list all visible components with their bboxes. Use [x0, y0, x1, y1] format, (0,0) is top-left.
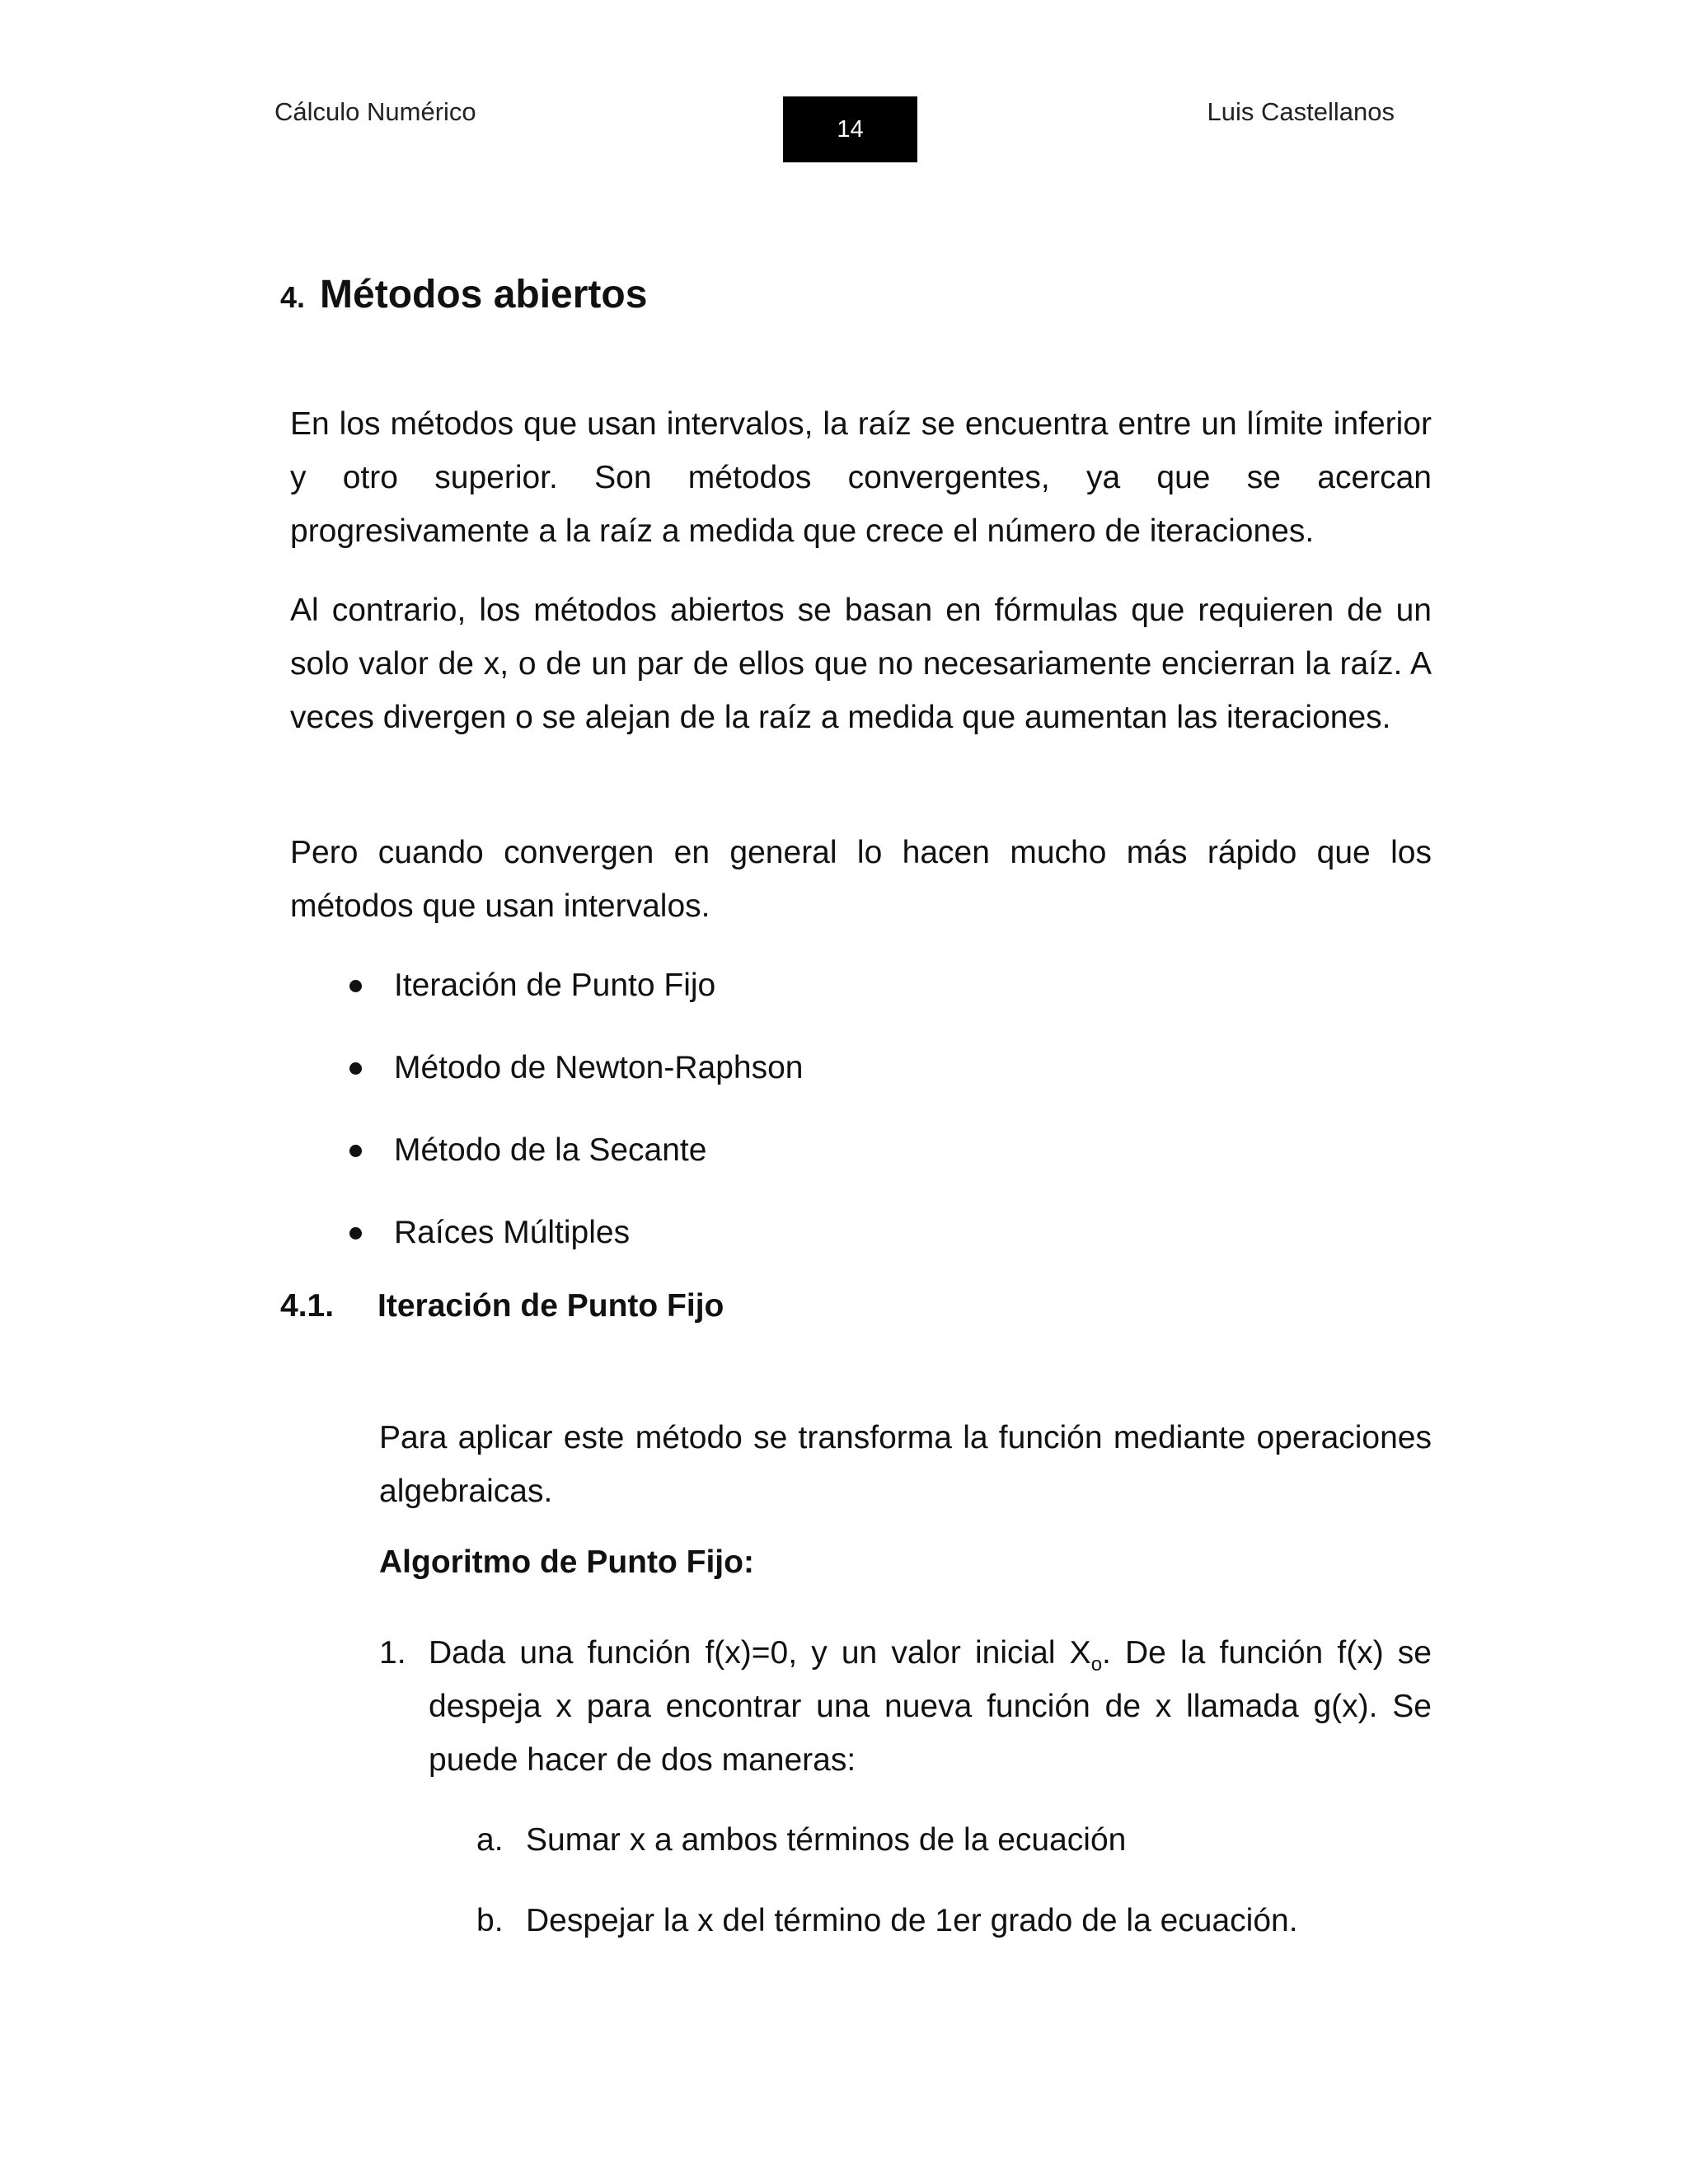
section-number: 4. — [280, 280, 306, 314]
list-item-label: Método de Newton-Raphson — [394, 1050, 804, 1085]
section-heading — [280, 272, 647, 317]
page-number: 14 — [837, 115, 864, 143]
algorithm-step-1 — [379, 1626, 1432, 1787]
list-item — [346, 1206, 803, 1288]
subsection-title: Iteración de Punto Fijo — [377, 1288, 724, 1324]
option-a — [476, 1813, 1126, 1867]
step-number: 1. — [379, 1635, 406, 1671]
list-item-label: Raíces Múltiples — [394, 1215, 631, 1250]
paragraph-intervals: En los métodos que usan intervalos, la raíz se encuentra entre un límite inferior y otro superior. Son métodos convergentes, ya que se acercan progresivamente a la raíz a medida que crece el número de iteraciones. — [290, 406, 1432, 549]
option-letter: a. — [476, 1822, 504, 1858]
option-text: Sumar x a ambos términos de la ecuación — [526, 1822, 1127, 1858]
step-text-part: . De la función f(x) se despeja x para encontrar una nueva función de x llamada g(x). Se puede hacer de dos maneras: — [429, 1635, 1432, 1778]
section-title: Métodos abiertos — [320, 273, 648, 316]
step-text — [429, 1626, 1432, 1787]
step-text-part: Dada una función f(x)=0, y un valor inicial X — [429, 1635, 1091, 1671]
step-subscript: o — [1090, 1652, 1103, 1675]
methods-list — [346, 958, 803, 1288]
subsection-number: 4.1. — [280, 1288, 335, 1324]
subsection-heading — [280, 1288, 724, 1324]
header-right-author: Luis Castellanos — [1207, 97, 1395, 126]
bullet-icon — [349, 1227, 362, 1240]
option-letter: b. — [476, 1903, 504, 1938]
bullet-icon — [349, 1062, 362, 1075]
list-item-label: Método de la Secante — [394, 1132, 707, 1168]
option-text: Despejar la x del término de 1er grado de la ecuación. — [526, 1903, 1298, 1938]
bullet-icon — [349, 1145, 362, 1157]
page-number-box — [783, 96, 917, 162]
paragraph-convergence: Pero cuando convergen en general lo hacen mucho más rápido que los métodos que usan intervalos. — [290, 835, 1432, 924]
list-item — [346, 1123, 803, 1206]
list-item — [346, 1041, 803, 1123]
header-left-title: Cálculo Numérico — [274, 97, 476, 126]
paragraph-open-methods: Al contrario, los métodos abiertos se basan en fórmulas que requieren de un solo valor de x, o de un par de ellos que no necesariamente encierran la raíz. A veces divergen o se alejan de la raíz a medida que aumentan las iteraciones. — [290, 593, 1432, 735]
bullet-icon — [349, 980, 362, 992]
paragraph-fixed-point-intro: Para aplicar este método se transforma la función mediante operaciones algebraicas. — [379, 1420, 1432, 1509]
option-b — [476, 1894, 1298, 1947]
list-item — [346, 958, 803, 1041]
algorithm-title: Algoritmo de Punto Fijo: — [379, 1544, 754, 1580]
list-item-label: Iteración de Punto Fijo — [394, 968, 716, 1003]
